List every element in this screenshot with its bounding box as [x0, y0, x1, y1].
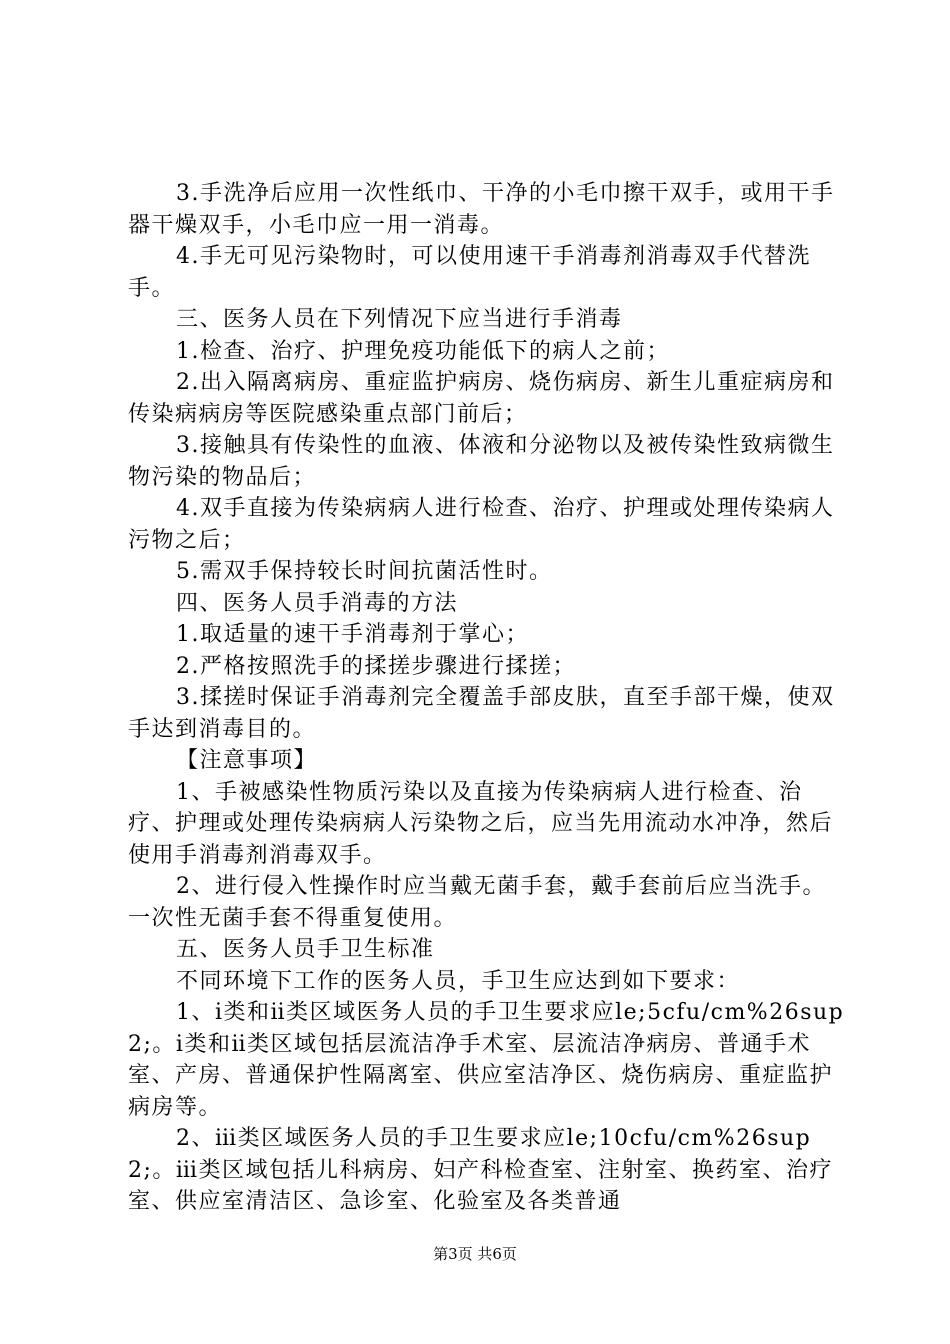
- paragraph: 2.出入隔离病房、重症监护病房、烧伤病房、新生儿重症病房和传染病病房等医院感染重点部门前后；: [128, 370, 835, 427]
- paragraph: 3.接触具有传染性的血液、体液和分泌物以及被传染性致病微生物污染的物品后；: [128, 433, 835, 490]
- paragraph: 1、ⅰ类和ⅱ类区域医务人员的手卫生要求应le;5cfu/cm%26sup2;。ⅰ类和ⅱ类区域包括层流洁净手术室、层流洁净病房、普通手术室、产房、普通保护性隔离室、供应室洁净区、烧伤病房、重症监护病房等。: [128, 1000, 845, 1120]
- section-heading: 四、医务人员手消毒的方法: [176, 590, 459, 616]
- paragraph: 1、手被感染性物质污染以及直接为传染病病人进行检查、治疗、护理或处理传染病病人污染物之后，应当先用流动水冲净，然后使用手消毒剂消毒双手。: [128, 779, 834, 868]
- notes-heading: 【注意事项】: [176, 748, 318, 773]
- document-body: [128, 178, 848, 1218]
- section-heading: 五、医务人员手卫生标准: [176, 937, 435, 962]
- paragraph: 2.严格按照洗手的揉搓步骤进行揉搓；: [176, 653, 576, 679]
- paragraph: 4.手无可见污染物时，可以使用速干手消毒剂消毒双手代替洗手。: [128, 244, 811, 301]
- paragraph: 2、进行侵入性操作时应当戴无菌手套，戴手套前后应当洗手。一次性无菌手套不得重复使用。: [128, 874, 826, 931]
- paragraph: 3.手洗净后应用一次性纸巾、干净的小毛巾擦干双手，或用干手器干燥双手，小毛巾应一用一消毒。: [128, 181, 835, 238]
- paragraph: 4.双手直接为传染病病人进行检查、治疗、护理或处理传染病人污物之后；: [128, 496, 835, 553]
- paragraph: 2、ⅲ类区域医务人员的手卫生要求应le;10cfu/cm%26sup2;。ⅲ类区域包括儿科病房、妇产科检查室、注射室、换药室、治疗室、供应室清洁区、急诊室、化验室及各类普通: [128, 1126, 834, 1214]
- paragraph: 1.检查、治疗、护理免疫功能低下的病人之前；: [176, 338, 670, 364]
- paragraph: 1.取适量的速干手消毒剂于掌心；: [176, 622, 529, 647]
- section-heading: 三、医务人员在下列情况下应当进行手消毒: [176, 307, 623, 332]
- page-number-footer: 第3页 共6页: [433, 1245, 517, 1263]
- paragraph: 5.需双手保持较长时间抗菌活性时。: [176, 559, 553, 584]
- paragraph: 3.揉搓时保证手消毒剂完全覆盖手部皮肤，直至手部干燥，使双手达到消毒目的。: [128, 685, 835, 742]
- paragraph: 不同环境下工作的医务人员，手卫生应达到如下要求：: [176, 968, 741, 994]
